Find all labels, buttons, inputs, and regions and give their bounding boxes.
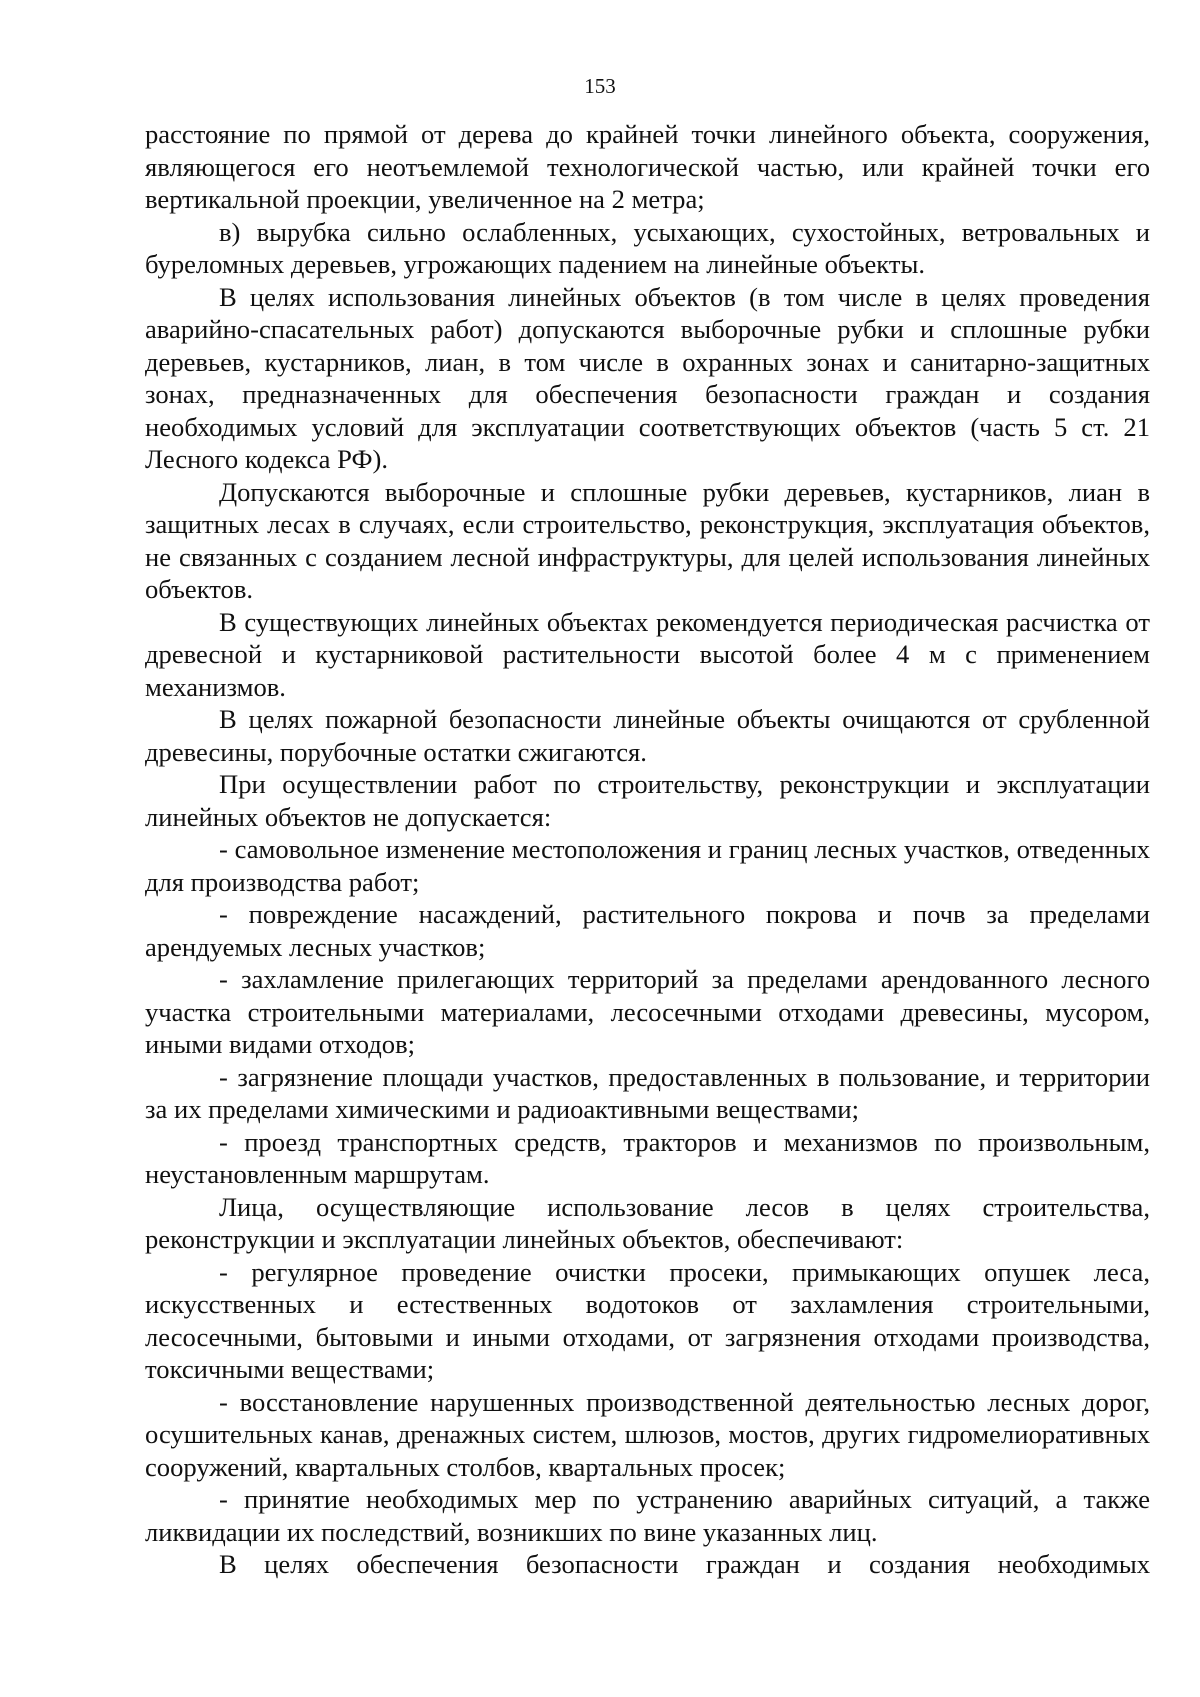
paragraph: В целях использования линейных объектов (в том числе в целях проведения аварийно-спасательных работ) допускаются выборочные рубки и сплошные рубки деревьев, кустарников, лиан, в том числе в охранных зонах и санитарно-защитных зонах, предназначенных для обеспечения безопасности граждан и создания необходимых условий для эксплуатации соответствующих объектов (часть 5 ст. 21 Лесного кодекса РФ).: [145, 281, 1150, 474]
paragraph: В целях обеспечения безопасности граждан и создания необходимых: [219, 1549, 1150, 1579]
paragraph: в) вырубка сильно ослабленных, усыхающих, сухостойных, ветровальных и буреломных деревьев, угрожающих падением на линейные объекты.: [145, 216, 1150, 279]
paragraph: В целях пожарной безопасности линейные объекты очищаются от срубленной древесины, порубочные остатки сжигаются.: [145, 704, 1150, 767]
paragraph: В существующих линейных объектах рекомендуется периодическая расчистка от древесной и кустарниковой растительности высотой более 4 м с применением механизмов.: [145, 606, 1150, 702]
paragraph: Допускаются выборочные и сплошные рубки деревьев, кустарников, лиан в защитных лесах в случаях, если строительство, реконструкция, эксплуатация объектов, не связанных с созданием лесной инфраструктуры, для целей использования линейных объектов.: [145, 476, 1150, 604]
paragraph: - принятие необходимых мер по устранению аварийных ситуаций, а также ликвидации их последствий, возникших по вине указанных лиц.: [145, 1484, 1150, 1547]
paragraph: - восстановление нарушенных производственной деятельностью лесных дорог, осушительных канав, дренажных систем, шлюзов, мостов, других гидромелиоративных сооружений, квартальных столбов, квартальных просек;: [145, 1386, 1150, 1482]
paragraph: - захламление прилегающих территорий за пределами арендованного лесного участка строительными материалами, лесосечными отходами древесины, мусором, иными видами отходов;: [145, 964, 1150, 1059]
paragraph: Лица, осуществляющие использование лесов в целях строительства, реконструкции и эксплуатации линейных объектов, обеспечивают:: [145, 1191, 1150, 1254]
paragraph: - проезд транспортных средств, тракторов и механизмов по произвольным, неустановленным маршрутам.: [145, 1126, 1150, 1189]
paragraph: При осуществлении работ по строительству, реконструкции и эксплуатации линейных объектов не допускается:: [145, 769, 1150, 832]
paragraph: - самовольное изменение местоположения и границ лесных участков, отведенных для производства работ;: [145, 834, 1150, 897]
document-body: [145, 118, 1150, 1581]
page-number: 153: [584, 74, 616, 98]
paragraph: - регулярное проведение очистки просеки, примыкающих опушек леса, искусственных и естественных водотоков от захламления строительными, лесосечными, бытовыми и иными отходами, от загрязнения отходами производства, токсичными веществами;: [145, 1256, 1150, 1384]
paragraph: - повреждение насаждений, растительного покрова и почв за пределами арендуемых лесных участков;: [145, 899, 1150, 962]
paragraph: - загрязнение площади участков, предоставленных в пользование, и территории за их пределами химическими и радиоактивными веществами;: [145, 1061, 1150, 1124]
paragraph: расстояние по прямой от дерева до крайней точки линейного объекта, сооружения, являющегося его неотъемлемой технологической частью, или крайней точки его вертикальной проекции, увеличенное на 2 метра;: [145, 119, 1150, 214]
